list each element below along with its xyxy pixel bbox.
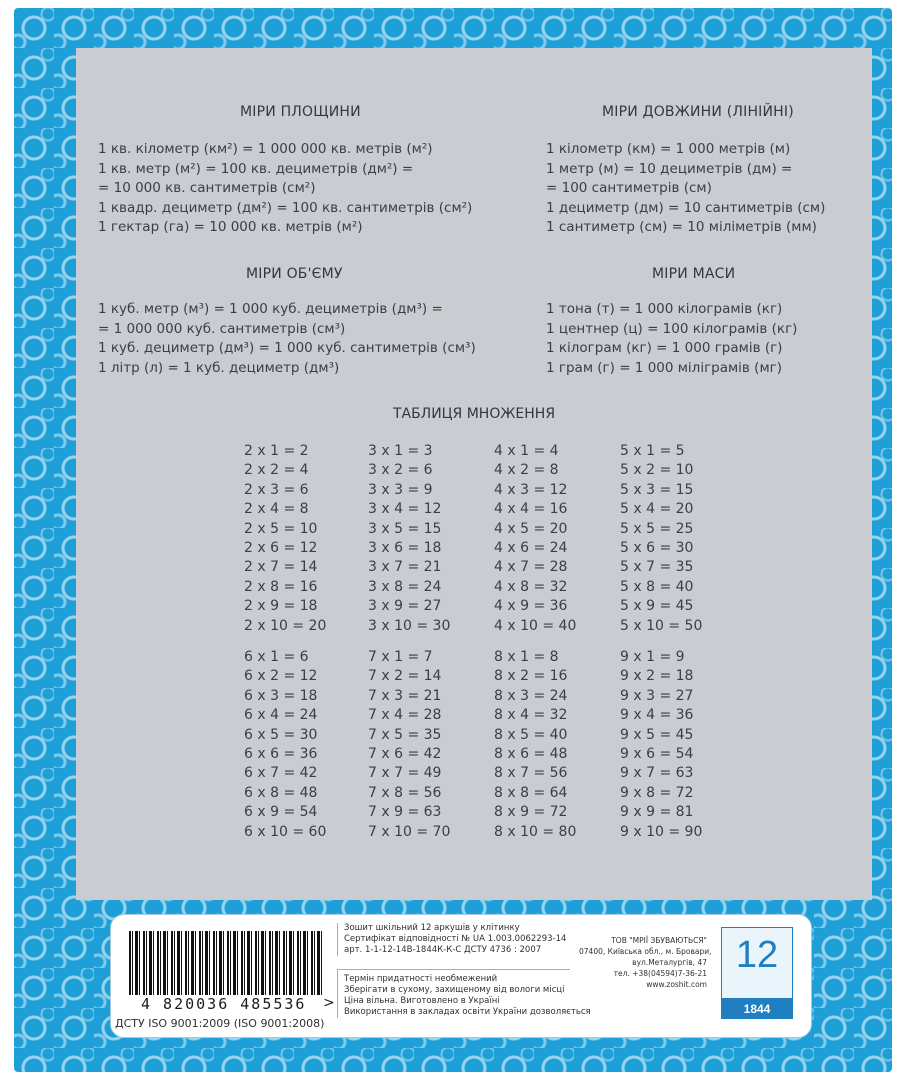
mass-measures-title: МІРИ МАСИ [652,266,736,282]
multiplication-row: 3 x 2 = 6 [368,462,433,479]
multiplication-row: 7 x 10 = 70 [368,823,451,840]
article-number-badge: 1844 [721,999,793,1019]
spec-line: Сертифікат відповідності № UA 1.003.0062293-14 [344,934,567,944]
volume-measures-list [98,300,476,378]
sheet-count: 12 [735,934,779,976]
volume-line: 1 літр (л) = 1 куб. дециметр (дм³) [98,359,340,376]
multiplication-row: 9 x 4 = 36 [620,707,694,724]
multiplication-row: 7 x 4 = 28 [368,707,442,724]
storage-line: Використання в закладах освіти України дозволяється [344,1007,591,1017]
multiplication-row: 9 x 3 = 27 [620,687,694,704]
length-measures-title: МІРИ ДОВЖИНИ (ЛІНІЙНІ) [602,104,794,120]
multiplication-row: 4 x 1 = 4 [494,443,559,459]
multiplication-row: 8 x 7 = 56 [494,765,568,782]
volume-line: 1 куб. дециметр (дм³) = 1 000 куб. сантиметрів (см³) [98,340,476,356]
multiplication-row: 7 x 5 = 35 [368,726,442,743]
multiplication-row: 5 x 8 = 40 [620,578,694,595]
storage-info-block [337,969,591,1018]
notebook-cover [14,8,892,1072]
multiplication-row: 4 x 3 = 12 [494,481,568,498]
multiplication-column [244,648,326,842]
multiplication-row: 3 x 10 = 30 [368,617,451,634]
multiplication-row: 8 x 4 = 32 [494,707,568,724]
multiplication-row: 5 x 5 = 25 [620,520,694,537]
multiplication-row: 6 x 4 = 24 [244,707,318,724]
spec-line: арт. 1-1-12-14В-1844К-К-С ДСТУ 4736 : 2007 [344,945,542,955]
multiplication-row: 4 x 4 = 16 [494,501,568,518]
area-line: 1 квадр. дециметр (дм²) = 100 кв. сантиметрів (см²) [98,199,473,216]
length-line: = 100 сантиметрів (см) [546,180,712,196]
multiplication-row: 5 x 1 = 5 [620,443,685,459]
multiplication-row: 9 x 5 = 45 [620,726,694,743]
multiplication-row: 7 x 8 = 56 [368,784,442,801]
multiplication-column [620,648,702,842]
barcode-digits: 4 820036 485536 [141,995,307,1013]
multiplication-row: 2 x 2 = 4 [244,462,309,479]
multiplication-row: 5 x 2 = 10 [620,462,694,479]
company-line: вул.Металургів, 47 [632,958,707,967]
multiplication-row: 5 x 3 = 15 [620,481,694,498]
multiplication-row: 3 x 4 = 12 [368,501,442,518]
product-info-label [110,914,812,1038]
multiplication-row: 4 x 10 = 40 [494,617,577,634]
area-line: = 10 000 кв. сантиметрів (см²) [98,180,316,196]
volume-line: = 1 000 000 куб. сантиметрів (см³) [98,320,346,337]
multiplication-row: 9 x 7 = 63 [620,765,694,782]
multiplication-row: 8 x 3 = 24 [494,687,568,704]
multiplication-row: 3 x 5 = 15 [368,520,442,537]
company-line: www.zoshit.com [646,980,707,989]
multiplication-row: 7 x 2 = 14 [368,668,442,685]
multiplication-row: 4 x 7 = 28 [494,559,568,576]
multiplication-table-title: ТАБЛИЦЯ МНОЖЕННЯ [392,406,556,422]
length-measures-list [546,140,825,238]
multiplication-row: 2 x 4 = 8 [244,501,309,518]
storage-line: Ціна вільна. Виготовлено в Україні [344,996,500,1006]
multiplication-row: 7 x 7 = 49 [368,765,442,782]
multiplication-row: 9 x 6 = 54 [620,745,694,762]
iso-standard-label: ДСТУ ISO 9001:2009 (ISO 9001:2008) [115,1017,325,1030]
multiplication-row: 6 x 3 = 18 [244,687,318,704]
multiplication-row: 8 x 5 = 40 [494,726,568,743]
multiplication-row: 4 x 6 = 24 [494,539,568,556]
area-line: 1 кв. метр (м²) = 100 кв. дециметрів (дм²) = [98,160,414,177]
multiplication-row: 8 x 8 = 64 [494,784,568,801]
multiplication-row: 3 x 6 = 18 [368,539,442,556]
multiplication-row: 2 x 3 = 6 [244,481,309,498]
multiplication-row: 8 x 9 = 72 [494,804,568,821]
multiplication-row: 7 x 3 = 21 [368,687,442,704]
sheet-count-box [721,927,793,999]
multiplication-row: 9 x 9 = 81 [620,804,694,821]
area-line: 1 гектар (га) = 10 000 кв. метрів (м²) [98,219,363,235]
multiplication-row: 5 x 7 = 35 [620,559,694,576]
multiplication-row: 3 x 3 = 9 [368,481,433,498]
multiplication-row: 6 x 8 = 48 [244,784,318,801]
volume-measures-title: МІРИ ОБ'ЄМУ [246,266,343,282]
multiplication-row: 6 x 6 = 36 [244,745,318,762]
length-line: 1 дециметр (дм) = 10 сантиметрів (см) [546,199,826,216]
multiplication-column [620,442,702,636]
multiplication-row: 7 x 1 = 7 [368,649,433,665]
barcode-image [129,931,325,995]
mass-measures-list [546,300,797,378]
multiplication-row: 2 x 5 = 10 [244,520,318,537]
spec-line: Зошит шкільний 12 аркушів у клітинку [344,923,520,933]
multiplication-row: 6 x 5 = 30 [244,726,318,743]
multiplication-row: 2 x 6 = 12 [244,539,318,556]
manufacturer-info [579,935,712,990]
multiplication-column [494,442,576,636]
multiplication-row: 6 x 2 = 12 [244,668,318,685]
multiplication-row: 4 x 2 = 8 [494,462,559,479]
multiplication-row: 7 x 6 = 42 [368,745,442,762]
multiplication-row: 5 x 9 = 45 [620,598,694,615]
area-measures-title: МІРИ ПЛОЩИНИ [240,104,361,120]
multiplication-row: 4 x 8 = 32 [494,578,568,595]
multiplication-row: 4 x 9 = 36 [494,598,568,615]
multiplication-row: 9 x 2 = 18 [620,668,694,685]
multiplication-row: 6 x 10 = 60 [244,823,327,840]
length-line: 1 кілометр (км) = 1 000 метрів (м) [546,141,791,157]
company-line: ТОВ "МРІЇ ЗБУВАЮТЬСЯ" [611,936,707,945]
multiplication-row: 6 x 1 = 6 [244,649,309,665]
storage-line: Зберігати в сухому, захищеному від вологи місці [344,985,565,995]
multiplication-row: 2 x 8 = 16 [244,578,318,595]
multiplication-row: 5 x 10 = 50 [620,617,703,634]
multiplication-row: 5 x 6 = 30 [620,539,694,556]
length-line: 1 сантиметр (см) = 10 міліметрів (мм) [546,219,817,235]
company-line: 07400, Київська обл., м. Бровари, [579,947,712,956]
multiplication-row: 4 x 5 = 20 [494,520,568,537]
multiplication-row: 9 x 10 = 90 [620,823,703,840]
multiplication-row: 2 x 7 = 14 [244,559,318,576]
barcode-quiet-zone-arrow-icon: > [323,995,335,1011]
multiplication-column [494,648,576,842]
area-measures-list [98,140,472,238]
storage-line: Термін придатності необмежений [344,974,498,984]
mass-line: 1 кілограм (кг) = 1 000 грамів (г) [546,340,783,356]
length-line: 1 метр (м) = 10 дециметрів (дм) = [546,160,793,177]
multiplication-row: 3 x 9 = 27 [368,598,442,615]
multiplication-row: 3 x 7 = 21 [368,559,442,576]
multiplication-row: 9 x 8 = 72 [620,784,694,801]
barcode-number [141,995,306,1013]
multiplication-row: 8 x 6 = 48 [494,745,568,762]
multiplication-row: 2 x 10 = 20 [244,617,327,634]
multiplication-row: 8 x 2 = 16 [494,668,568,685]
multiplication-row: 3 x 8 = 24 [368,578,442,595]
multiplication-row: 2 x 1 = 2 [244,443,309,459]
volume-line: 1 куб. метр (м³) = 1 000 куб. дециметрів (дм³) = [98,301,443,317]
reference-panel [76,48,872,900]
product-spec-block [337,923,566,956]
mass-line: 1 центнер (ц) = 100 кілограмів (кг) [546,320,798,337]
company-line: тел. +38(04594)7-36-21 [613,969,707,978]
multiplication-row: 2 x 9 = 18 [244,598,318,615]
multiplication-column [368,442,450,636]
mass-line: 1 тона (т) = 1 000 кілограмів (кг) [546,301,783,317]
multiplication-column [244,442,326,636]
multiplication-row: 6 x 7 = 42 [244,765,318,782]
mass-line: 1 грам (г) = 1 000 міліграмів (мг) [546,359,782,376]
multiplication-column [368,648,450,842]
multiplication-row: 7 x 9 = 63 [368,804,442,821]
area-line: 1 кв. кілометр (км²) = 1 000 000 кв. метрів (м²) [98,141,433,157]
multiplication-row: 9 x 1 = 9 [620,649,685,665]
multiplication-row: 6 x 9 = 54 [244,804,318,821]
multiplication-row: 8 x 1 = 8 [494,649,559,665]
multiplication-row: 8 x 10 = 80 [494,823,577,840]
multiplication-row: 3 x 1 = 3 [368,443,433,459]
multiplication-row: 5 x 4 = 20 [620,501,694,518]
